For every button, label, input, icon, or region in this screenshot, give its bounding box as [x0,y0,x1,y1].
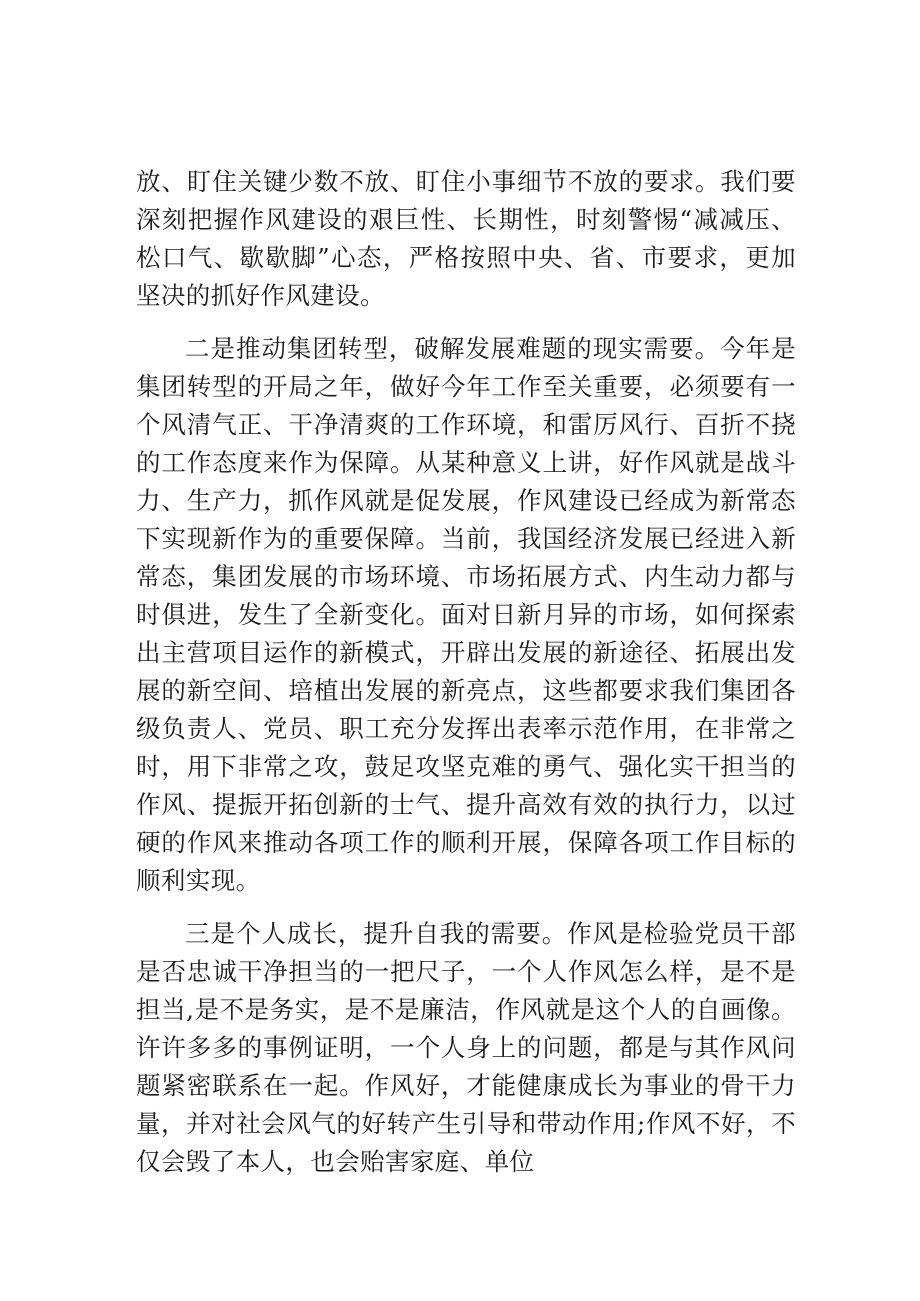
paragraph-personal-growth: 三是个人成长，提升自我的需要。作风是检验党员干部是否忠诚干净担当的一把尺子，一个人作风怎么样，是不是担当,是不是务实，是不是廉洁，作风就是这个人的自画像。许许多多的事例证明，一个人身上的问题，都是与其作风问题紧密联系在一起。作风好，才能健康成长为事业的骨干力量，并对社会风气的好转产生引导和带动作用;作风不好，不仅会毁了本人，也会贻害家庭、单位 [136,919,796,1176]
document-page [136,163,796,1181]
paragraph-group-transformation: 二是推动集团转型，破解发展难题的现实需要。今年是集团转型的开局之年，做好今年工作至关重要，必须要有一个风清气正、干净清爽的工作环境，和雷厉风行、百折不挠的工作态度来作为保障。从某种意义上讲，好作风就是战斗力、生产力，抓作风就是促发展，作风建设已经成为新常态下实现新作为的重要保障。当前，我国经济发展已经进入新常态，集团发展的市场环境、市场拓展方式、内生动力都与时俱进，发生了全新变化。面对日新月异的市场，如何探索出主营项目运作的新模式，开辟出发展的新途径、拓展出发展的新空间、培植出发展的新亮点，这些都要求我们集团各级负责人、党员、职工充分发挥出表率示范作用，在非常之时，用下非常之攻，鼓足攻坚克难的勇气、强化实干担当的作风、提振开拓创新的士气、提升高效有效的执行力，以过硬的作风来推动各项工作的顺利开展，保障各项工作目标的顺利实现。 [136,334,796,895]
paragraph-continuation: 放、盯住关键少数不放、盯住小事细节不放的要求。我们要深刻把握作风建设的艰巨性、长期性，时刻警惕“减减压、松口气、歇歇脚”心态，严格按照中央、省、市要求，更加坚决的抓好作风建设。 [136,167,796,310]
